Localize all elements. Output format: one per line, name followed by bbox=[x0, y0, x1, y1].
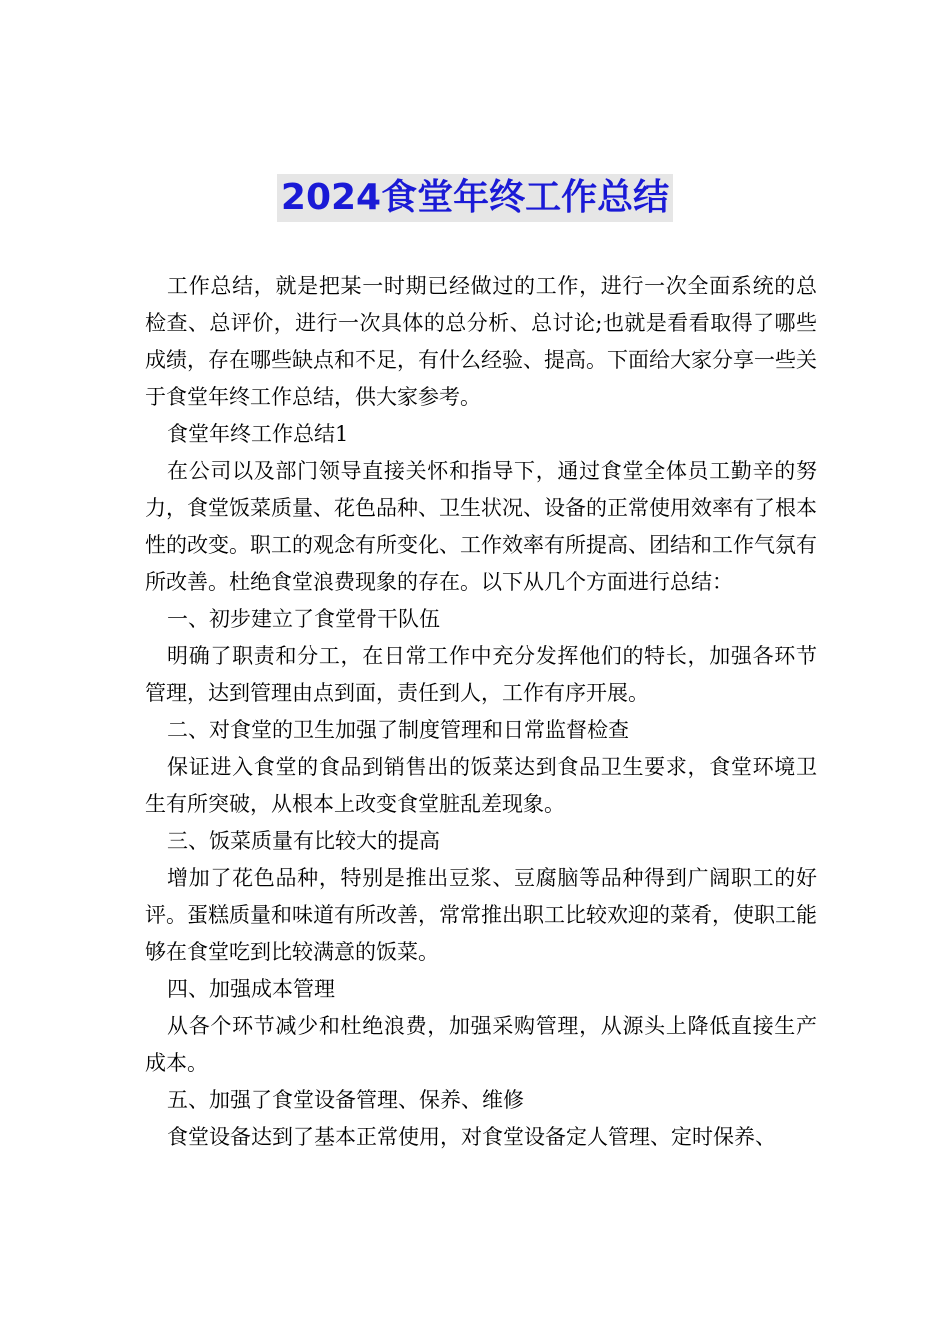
body-paragraph: 从各个环节减少和杜绝浪费，加强采购管理，从源头上降低直接生产成本。 bbox=[145, 1014, 817, 1075]
item-heading: 五、加强了食堂设备管理、保养、维修 bbox=[167, 1088, 524, 1112]
title-container bbox=[0, 174, 950, 222]
intro-paragraph: 工作总结，就是把某一时期已经做过的工作，进行一次全面系统的总检查、总评价，进行一次具体的总分析、总讨论;也就是看看取得了哪些成绩，存在哪些缺点和不足，有什么经验、提高。下面给大家分享一些关于食堂年终工作总结，供大家参考。 bbox=[145, 274, 817, 409]
item-heading: 一、初步建立了食堂骨干队伍 bbox=[167, 607, 440, 631]
body-paragraph: 明确了职责和分工，在日常工作中充分发挥他们的特长，加强各环节管理，达到管理由点到面，责任到人，工作有序开展。 bbox=[145, 644, 817, 705]
item-heading: 二、对食堂的卫生加强了制度管理和日常监督检查 bbox=[167, 718, 629, 742]
document-body bbox=[145, 268, 817, 1156]
body-paragraph: 在公司以及部门领导直接关怀和指导下，通过食堂全体员工勤辛的努力，食堂饭菜质量、花色品种、卫生状况、设备的正常使用效率有了根本性的改变。职工的观念有所变化、工作效率有所提高、团结和工作气氛有所改善。杜绝食堂浪费现象的存在。以下从几个方面进行总结： bbox=[145, 459, 817, 594]
body-paragraph: 增加了花色品种，特别是推出豆浆、豆腐脑等品种得到广阔职工的好评。蛋糕质量和味道有所改善，常常推出职工比较欢迎的菜肴，使职工能够在食堂吃到比较满意的饭菜。 bbox=[145, 866, 817, 964]
body-paragraph: 食堂设备达到了基本正常使用，对食堂设备定人管理、定时保养、 bbox=[167, 1125, 776, 1149]
document-title: 2024食堂年终工作总结 bbox=[277, 174, 673, 222]
item-heading: 四、加强成本管理 bbox=[167, 977, 335, 1001]
item-heading: 三、饭菜质量有比较大的提高 bbox=[167, 829, 440, 853]
section-heading: 食堂年终工作总结1 bbox=[167, 422, 349, 446]
body-paragraph: 保证进入食堂的食品到销售出的饭菜达到食品卫生要求，食堂环境卫生有所突破，从根本上改变食堂脏乱差现象。 bbox=[145, 755, 817, 816]
